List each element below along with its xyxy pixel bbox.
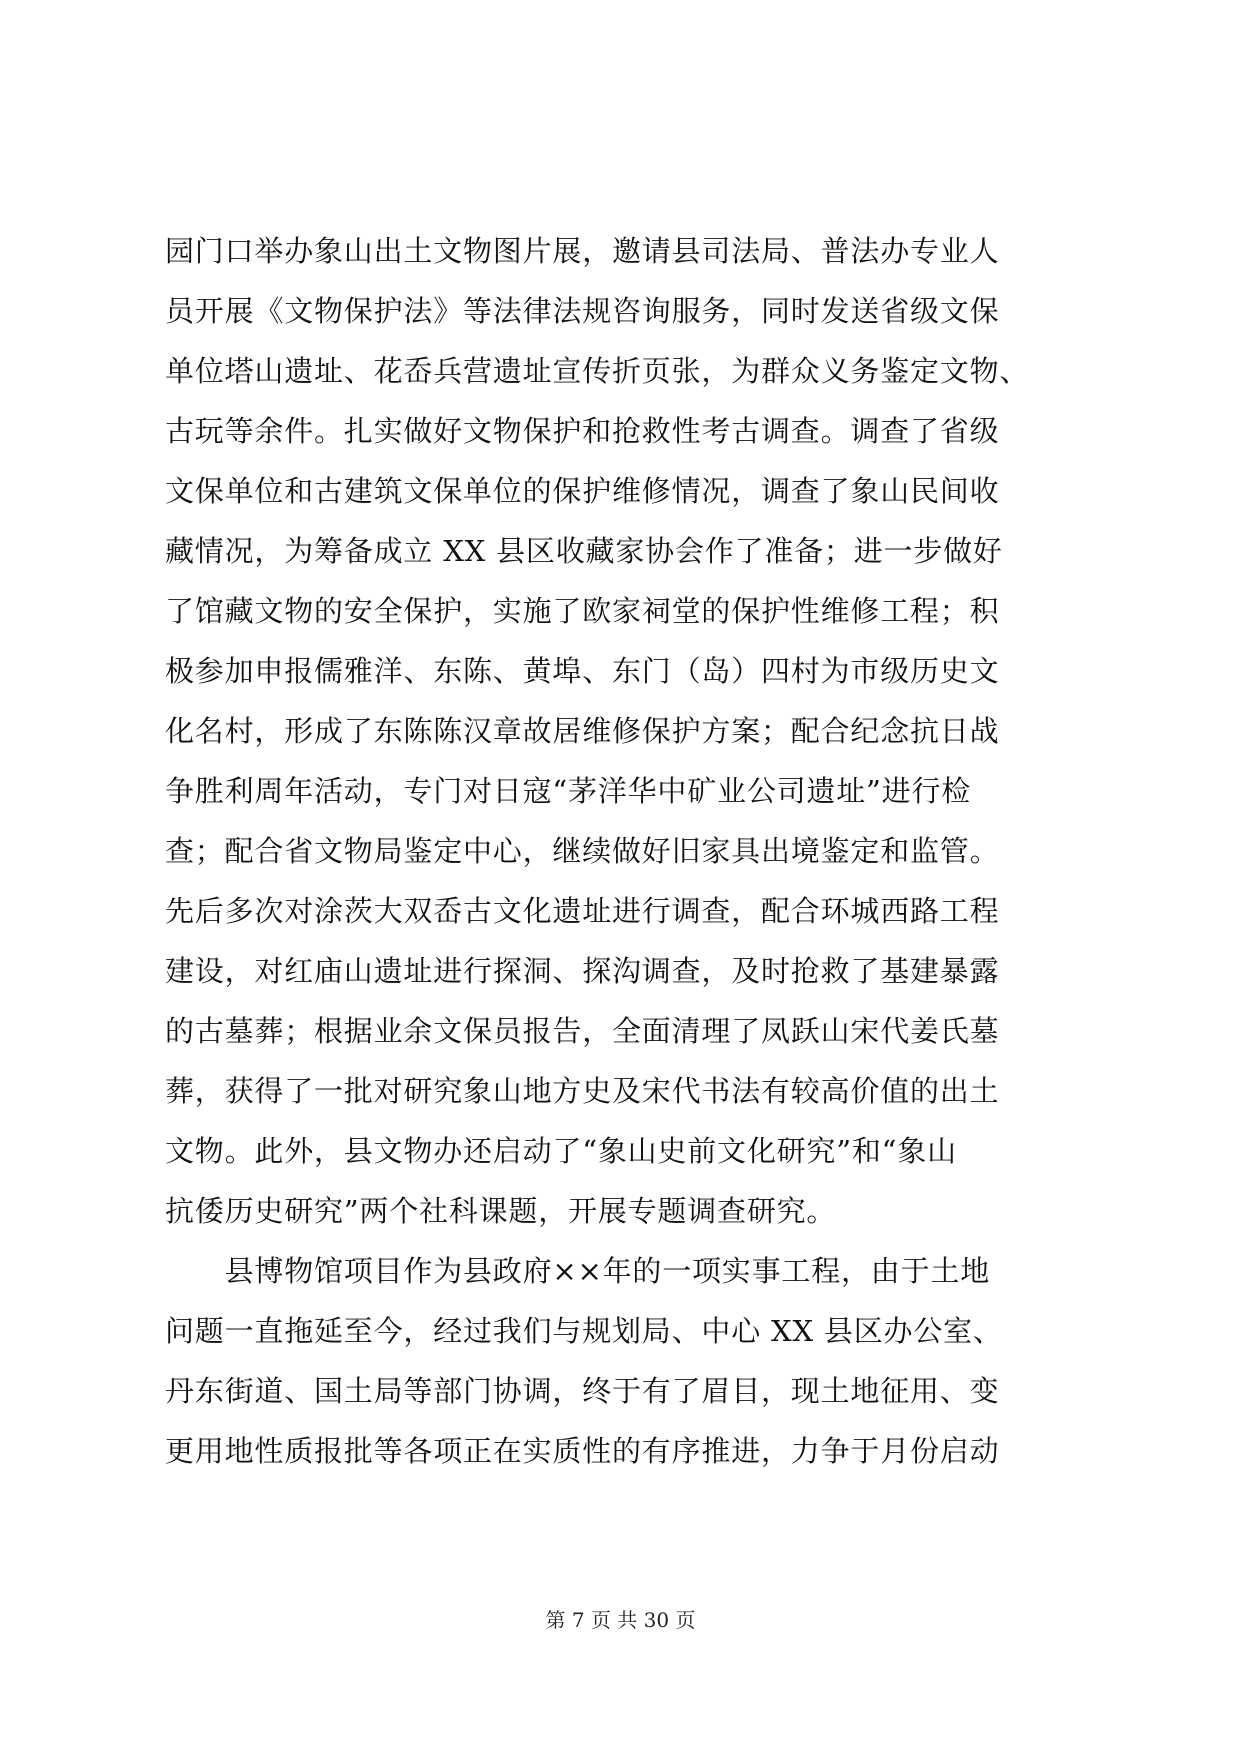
- text-line: 古玩等余件。扎实做好文物保护和抢救性考古调查。调查了省级: [165, 414, 1000, 448]
- text-line: 问题一直拖延至今，经过我们与规划局、中心 XX 县区办公室、: [165, 1314, 1003, 1348]
- page-number-footer: 第 7 页 共 30 页: [545, 1608, 696, 1632]
- text-line: 单位塔山遗址、花岙兵营遗址宣传折页张，为群众义务鉴定文物、: [165, 354, 1030, 388]
- text-line: 文物。此外，县文物办还启动了“象山史前文化研究”和“象山: [165, 1134, 957, 1168]
- text-line: 抗倭历史研究”两个社科课题，开展专题调查研究。: [165, 1194, 837, 1228]
- text-line: 员开展《文物保护法》等法律法规咨询服务，同时发送省级文保: [165, 294, 1000, 328]
- text-line: 了馆藏文物的安全保护，实施了欧家祠堂的保护性维修工程；积: [165, 594, 1000, 628]
- text-line: 更用地性质报批等各项正在实质性的有序推进，力争于月份启动: [165, 1434, 1000, 1468]
- text-line: 丹东街道、国土局等部门协调，终于有了眉目，现土地征用、变: [165, 1374, 1000, 1408]
- text-line: 的古墓葬；根据业余文保员报告，全面清理了凤跃山宋代姜氏墓: [165, 1014, 1000, 1048]
- text-line: 先后多次对涂茨大双岙古文化遗址进行调查，配合环城西路工程: [165, 894, 1000, 928]
- body-text: [165, 221, 1085, 1481]
- text-line: 化名村，形成了东陈陈汉章故居维修保护方案；配合纪念抗日战: [165, 714, 1000, 748]
- text-line: 文保单位和古建筑文保单位的保护维修情况，调查了象山民间收: [165, 474, 1000, 508]
- text-line: 建设，对红庙山遗址进行探洞、探沟调查，及时抢救了基建暴露: [165, 954, 1000, 988]
- text-line: 藏情况，为筹备成立 XX 县区收藏家协会作了准备；进一步做好: [165, 534, 1003, 568]
- text-line: 葬，获得了一批对研究象山地方史及宋代书法有较高价值的出土: [165, 1074, 1000, 1108]
- text-line: 争胜利周年活动，专门对日寇“茅洋华中矿业公司遗址”进行检: [165, 774, 972, 808]
- text-line: 查；配合省文物局鉴定中心，继续做好旧家具出境鉴定和监管。: [165, 834, 1000, 868]
- text-line: 园门口举办象山出土文物图片展，邀请县司法局、普法办专业人: [165, 234, 1000, 268]
- text-line: 县博物馆项目作为县政府××年的一项实事工程，由于土地: [165, 1254, 990, 1288]
- text-line: 极参加申报儒雅洋、东陈、黄埠、东门（岛）四村为市级历史文: [165, 654, 1000, 688]
